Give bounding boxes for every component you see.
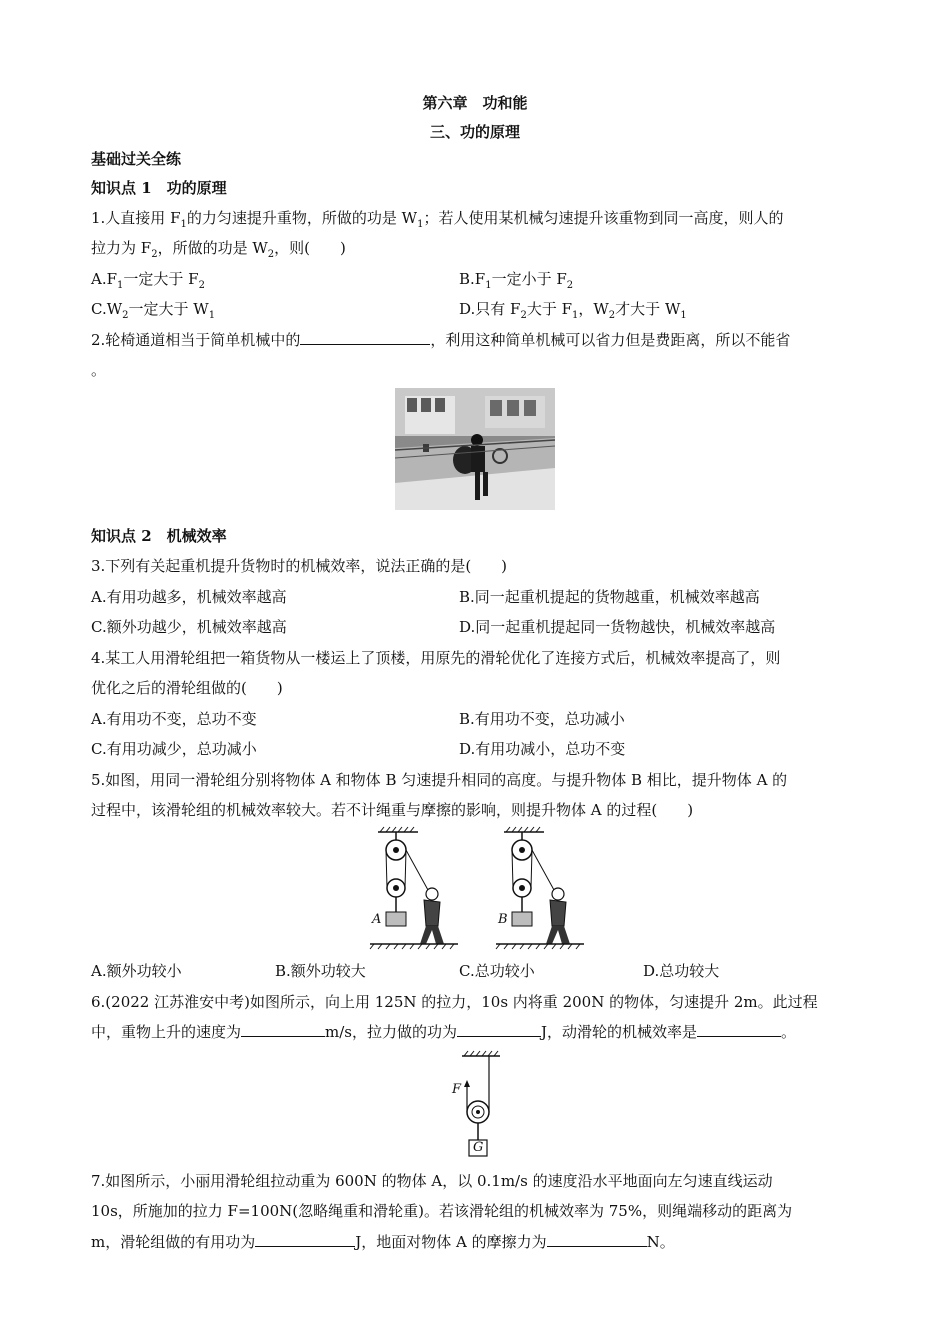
- q3-option-a[interactable]: A.有用功越多，机械效率越高: [91, 588, 287, 606]
- q5-stem-line2: 过程中，该滑轮组的机械效率较大。若不计绳重与摩擦的影响，则提升物体 A 的过程( ): [91, 801, 694, 819]
- q5-option-b[interactable]: B.额外功较大: [275, 962, 366, 980]
- q5-option-a[interactable]: A.额外功较小: [91, 962, 182, 980]
- weight-label-g: G: [473, 1140, 484, 1155]
- q2-stem-line1: 2.轮椅通道相当于简单机械中的 ，利用这种简单机械可以省力但是费距离，所以不能省: [91, 331, 791, 349]
- q1-option-c[interactable]: $C.W_2$一定大于 $W_1$: [91, 300, 216, 321]
- pulley-label-a: A: [372, 912, 382, 927]
- q3-option-d[interactable]: D.同一起重机提起同一货物越快，机械效率越高: [459, 618, 776, 636]
- q7-friction-blank[interactable]: [547, 1232, 647, 1247]
- q7-stem-line2: 10s，所施加的拉力 F=100N(忽略绳重和滑轮重)。若该滑轮组的机械效率为 75%，则绳端移动的距离为: [91, 1202, 793, 1220]
- q2-stem-line2: 。: [91, 361, 107, 379]
- movable-pulley-figure: [448, 1050, 504, 1160]
- q4-stem-line2: 优化之后的滑轮组做的( ): [91, 679, 283, 697]
- q4-option-a[interactable]: A.有用功不变，总功不变: [91, 710, 257, 728]
- q7-stem-line3: m，滑轮组做的有用功为 J，地面对物体 A 的摩擦力为 N。: [91, 1233, 675, 1251]
- force-label-f: F: [452, 1082, 462, 1097]
- chapter-title: 第六章 功和能: [422, 94, 528, 112]
- q4-option-c[interactable]: C.有用功减少，总功减小: [91, 740, 257, 758]
- q6-stem-line2: 中，重物上升的速度为 m/s，拉力做的功为 J，动滑轮的机械效率是 。: [91, 1023, 797, 1041]
- knowledge-point-1: 知识点 1 功的原理: [91, 179, 227, 197]
- section-title: 三、功的原理: [429, 123, 520, 141]
- q6-stem-line1: 6.(2022 江苏淮安中考)如图所示，向上用 125N 的拉力，10s 内将重 200N 的物体，匀速提升 2m。此过程: [91, 993, 818, 1011]
- pulley-figure-b: [492, 826, 587, 952]
- q1-option-b[interactable]: $B.F_1$一定小于 $F_2$: [459, 270, 574, 291]
- q7-useful-work-blank[interactable]: [255, 1232, 355, 1247]
- q5-option-d[interactable]: D.总功较大: [643, 962, 720, 980]
- q1-option-a[interactable]: $A.F_1$一定大于 $F_2$: [91, 270, 205, 291]
- q3-option-c[interactable]: C.额外功越少，机械效率越高: [91, 618, 287, 636]
- pulley-figure-a: [366, 826, 461, 952]
- q3-stem: 3.下列有关起重机提升货物时的机械效率，说法正确的是( ): [91, 557, 508, 575]
- q2-answer-blank[interactable]: [300, 330, 430, 345]
- q1-option-d[interactable]: D.只有 $F_2$大于 $F_1$，$W_2$才大于 $W_1$: [459, 300, 687, 321]
- q5-option-c[interactable]: C.总功较小: [459, 962, 535, 980]
- q7-stem-line1: 7.如图所示，小丽用滑轮组拉动重为 600N 的物体 A，以 0.1m/s 的速度沿水平地面向左匀速直线运动: [91, 1172, 773, 1190]
- q6-speed-blank[interactable]: [241, 1022, 325, 1037]
- q4-option-b[interactable]: B.有用功不变，总功减小: [459, 710, 625, 728]
- q6-work-blank[interactable]: [457, 1022, 541, 1037]
- q4-option-d[interactable]: D.有用功减小，总功不变: [459, 740, 626, 758]
- wheelchair-ramp-photo: [395, 388, 555, 510]
- q3-option-b[interactable]: B.同一起重机提起的货物越重，机械效率越高: [459, 588, 760, 606]
- knowledge-point-2: 知识点 2 机械效率: [91, 527, 227, 545]
- q6-efficiency-blank[interactable]: [697, 1022, 781, 1037]
- pulley-label-b: B: [498, 912, 508, 927]
- q1-stem-line1: 1.人直接用 $F_1$的力匀速提升重物，所做的功是 $W_1$；若人使用某机械匀速提升该重物到同一高度，则人的: [91, 209, 784, 230]
- practice-heading: 基础过关全练: [91, 150, 182, 168]
- q1-stem-line2: 拉力为 $F_2$，所做的功是 $W_2$，则( ): [91, 239, 346, 260]
- q4-stem-line1: 4.某工人用滑轮组把一箱货物从一楼运上了顶楼，用原先的滑轮优化了连接方式后，机械效率提高了，则: [91, 649, 781, 667]
- q5-stem-line1: 5.如图，用同一滑轮组分别将物体 A 和物体 B 匀速提升相同的高度。与提升物体 B 相比，提升物体 A 的: [91, 771, 788, 789]
